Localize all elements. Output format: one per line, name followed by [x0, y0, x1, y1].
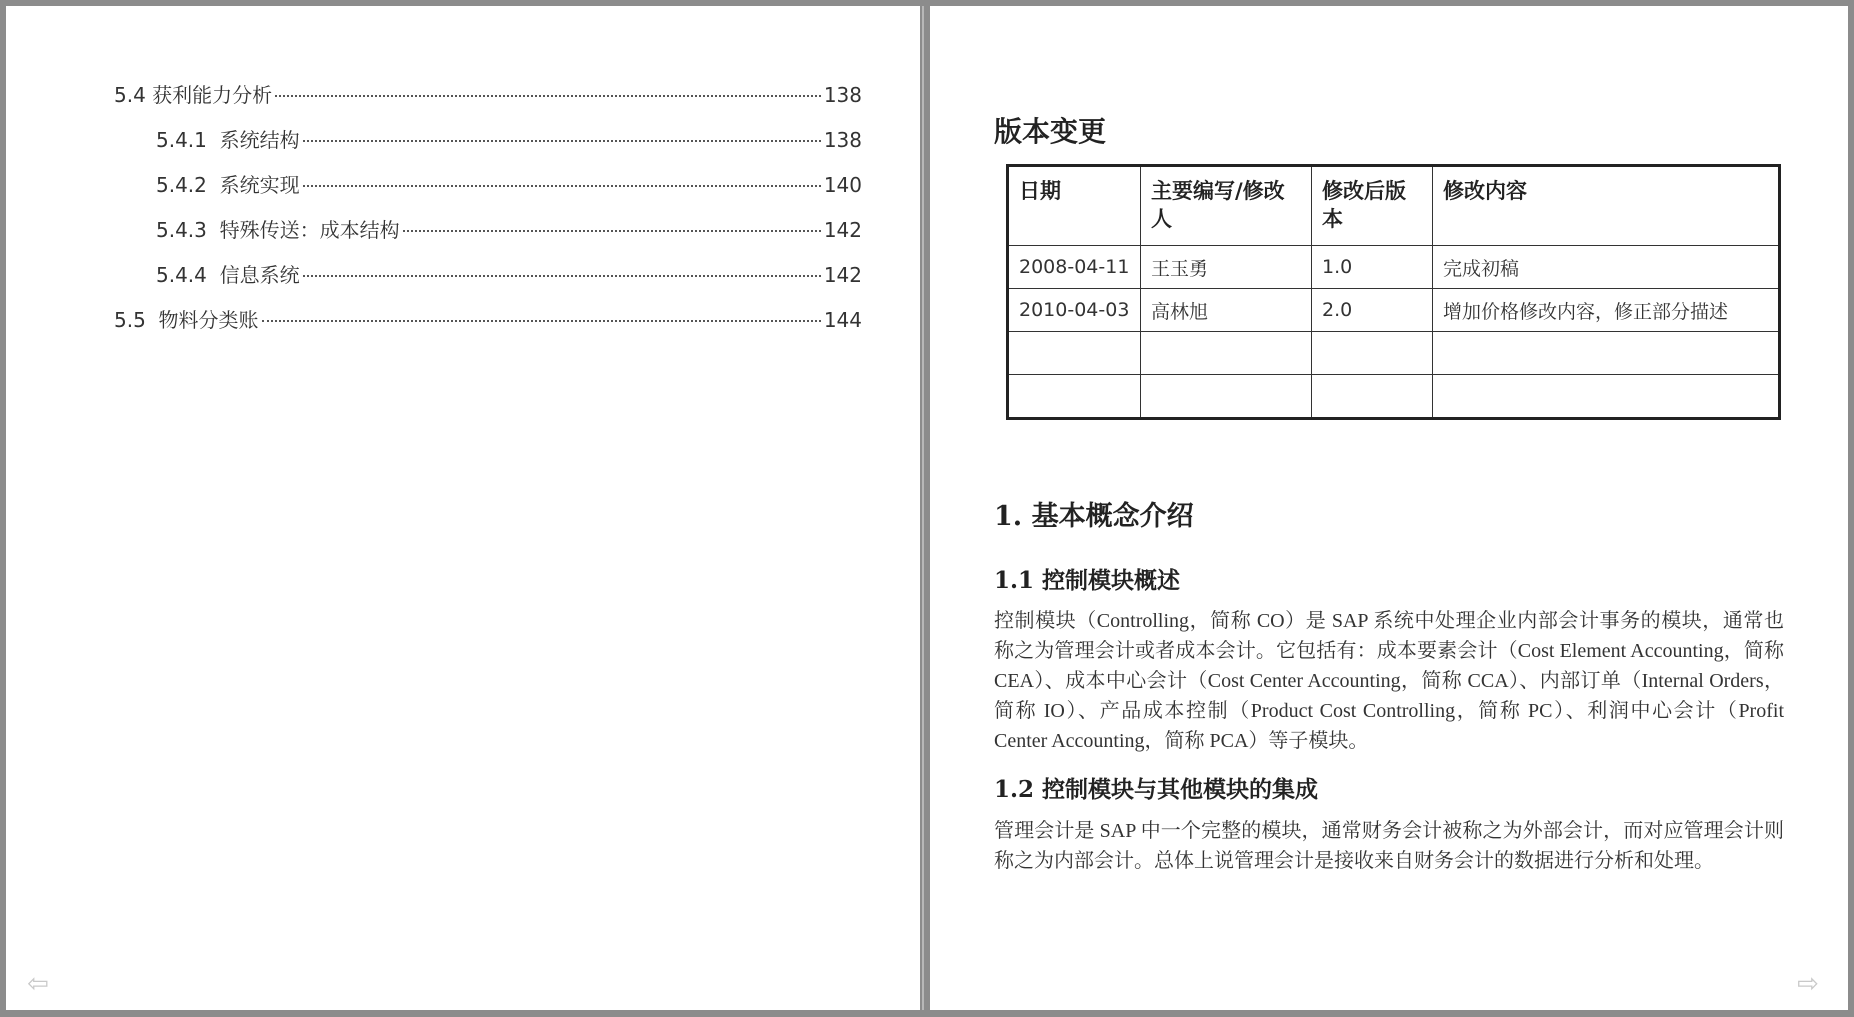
table-cell: 2008-04-11	[1008, 246, 1141, 289]
table-row	[1008, 289, 1780, 332]
table-row	[1008, 332, 1780, 375]
table-header-row	[1008, 166, 1780, 246]
table-cell	[1141, 332, 1312, 375]
toc-entry[interactable]	[156, 169, 862, 199]
table-cell	[1433, 375, 1780, 419]
toc-entry-label: 5.4.1 系统结构	[156, 128, 300, 152]
version-changes-heading: 版本变更	[994, 115, 1107, 148]
toc-entry-page: 142	[823, 218, 862, 242]
toc-entry-label: 5.4.4 信息系统	[156, 263, 300, 287]
column-header-content: 修改内容	[1433, 166, 1780, 246]
table-cell: 2.0	[1312, 289, 1433, 332]
toc-entry-label: 5.4 获利能力分析	[114, 83, 273, 107]
toc-entry-label: 5.5 物料分类账	[114, 308, 259, 332]
section-1-1-heading: 1.1 控制模块概述	[994, 567, 1181, 594]
version-changes-table	[1006, 164, 1781, 420]
toc-entry-label: 5.4.2 系统实现	[156, 173, 300, 197]
section-1-2-heading: 1.2 控制模块与其他模块的集成	[994, 776, 1319, 803]
toc-entry-page: 138	[823, 128, 862, 152]
next-page-arrow-icon[interactable]: ⇨	[1797, 969, 1819, 999]
table-cell	[1312, 332, 1433, 375]
column-header-version: 修改后版本	[1312, 166, 1433, 246]
toc-entry-page: 142	[823, 263, 862, 287]
column-header-date: 日期	[1008, 166, 1141, 246]
table-cell: 增加价格修改内容，修正部分描述	[1433, 289, 1780, 332]
right-page	[930, 6, 1848, 1010]
toc-leader	[303, 185, 821, 187]
page-gutter	[922, 6, 924, 1010]
toc-entry-label: 5.4.3 特殊传送：成本结构	[156, 218, 400, 242]
toc-entry[interactable]	[156, 124, 862, 154]
toc-entry[interactable]	[156, 259, 862, 289]
toc-leader	[303, 275, 821, 277]
table-cell	[1008, 375, 1141, 419]
table-row	[1008, 246, 1780, 289]
table-cell: 2010-04-03	[1008, 289, 1141, 332]
table-cell	[1433, 332, 1780, 375]
toc-leader	[303, 140, 821, 142]
table-cell: 完成初稿	[1433, 246, 1780, 289]
toc-leader	[403, 230, 821, 232]
table-cell: 王玉勇	[1141, 246, 1312, 289]
table-cell: 高林旭	[1141, 289, 1312, 332]
table-cell	[1008, 332, 1141, 375]
toc-entry-page: 144	[823, 308, 862, 332]
left-page	[6, 6, 920, 1010]
column-header-author: 主要编写/修改人	[1141, 166, 1312, 246]
section-1-heading: 1. 基本概念介绍	[994, 501, 1194, 532]
table-cell	[1141, 375, 1312, 419]
toc-entry-page: 138	[823, 83, 862, 107]
section-1-1-paragraph: 控制模块（Controlling，简称 CO）是 SAP 系统中处理企业内部会计事务的模块，通常也称之为管理会计或者成本会计。它包括有：成本要素会计（Cost Element Accounting，简称 CEA）、成本中心会计（Cost Center Accounting，简称 CCA）、内部订单（Internal Orders，简称 IO）、产品成本控制（Product Cost Controlling，简称 PC）、利润中心会计（Profit Center Accounting，简称 PCA）等子模块。	[994, 610, 1784, 752]
toc-leader	[275, 95, 821, 97]
table-cell	[1312, 375, 1433, 419]
toc-leader	[262, 320, 821, 322]
table-row	[1008, 375, 1780, 419]
toc-entry[interactable]	[156, 214, 862, 244]
toc-entry[interactable]	[114, 304, 862, 334]
section-1-2-paragraph: 管理会计是 SAP 中一个完整的模块，通常财务会计被称之为外部会计，而对应管理会计则称之为内部会计。总体上说管理会计是接收来自财务会计的数据进行分析和处理。	[994, 820, 1784, 872]
prev-page-arrow-icon[interactable]: ⇦	[27, 969, 49, 999]
table-cell: 1.0	[1312, 246, 1433, 289]
toc-entry[interactable]	[114, 79, 862, 109]
toc-entry-page: 140	[823, 173, 862, 197]
